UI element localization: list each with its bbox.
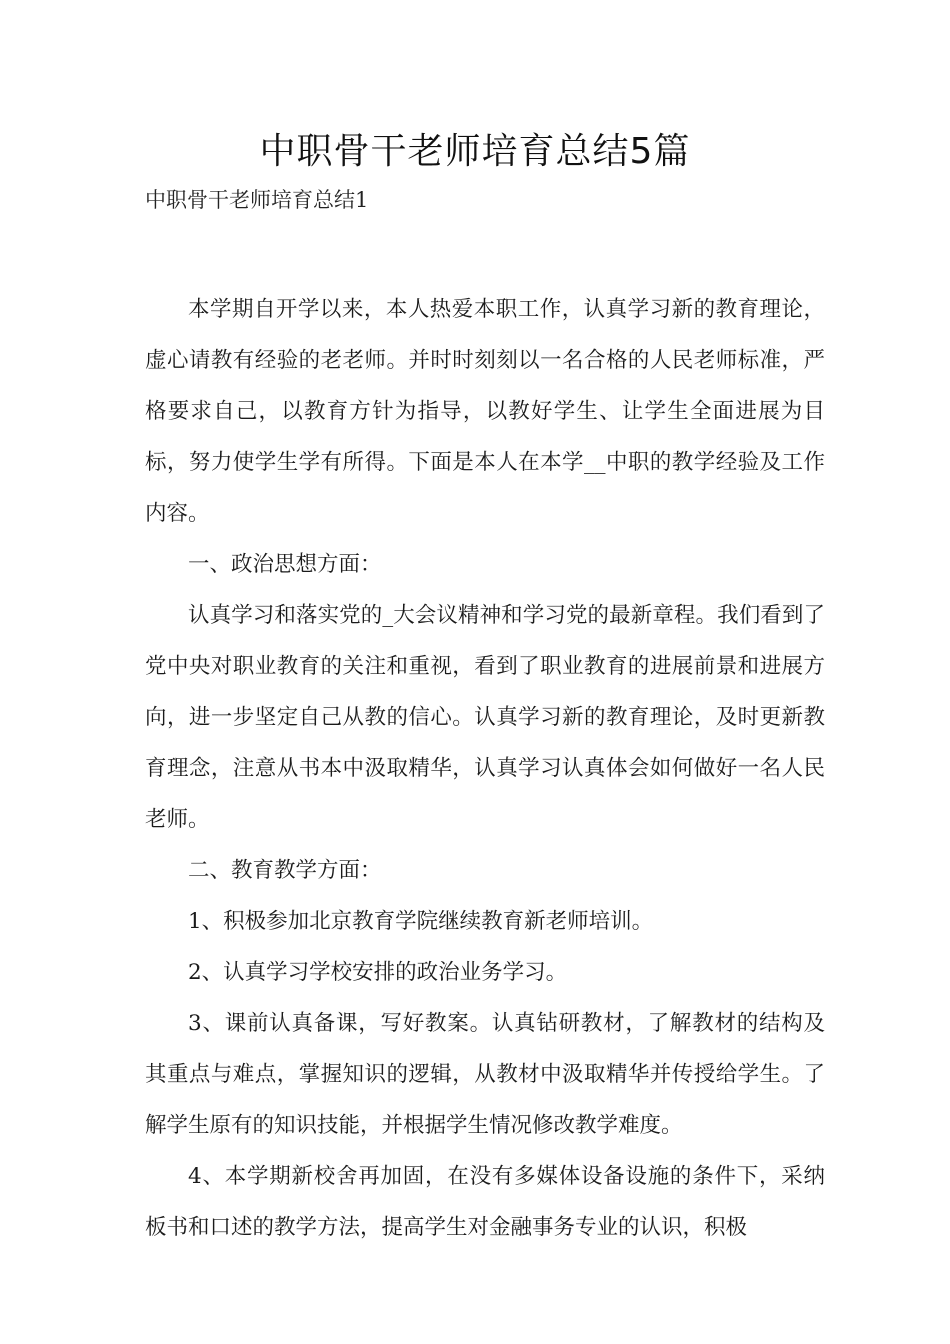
heading-teaching: 二、教育教学方面： xyxy=(188,858,382,883)
heading-politics: 一、政治思想方面： xyxy=(188,552,382,577)
paragraph-item-3: 3、课前认真备课，写好教案。认真钻研教材，了解教材的结构及其重点与难点，掌握知识的逻辑，从教材中汲取精华并传授给学生。了解学生原有的知识技能，并根据学生情况修改教学难度。 xyxy=(145,1011,825,1138)
document-title: 中职骨干老师培育总结5篇 xyxy=(259,131,691,172)
paragraph-intro: 本学期自开学以来，本人热爱本职工作，认真学习新的教育理论，虚心请教有经验的老老师。并时时刻刻以一名合格的人民老师标准，严格要求自己，以教育方针为指导，以教好学生、让学生全面进展为目标，努力使学生学有所得。下面是本人在本学__中职的教学经验及工作内容。 xyxy=(145,297,825,526)
section-subtitle: 中职骨干老师培育总结1 xyxy=(145,188,369,212)
paragraph-item-2: 2、认真学习学校安排的政治业务学习。 xyxy=(188,960,568,985)
paragraph-politics: 认真学习和落实党的_大会议精神和学习党的最新章程。我们看到了党中央对职业教育的关注和重视，看到了职业教育的进展前景和进展方向，进一步坚定自己从教的信心。认真学习新的教育理论，及时更新教育理念，注意从书本中汲取精华，认真学习认真体会如何做好一名人民老师。 xyxy=(145,603,825,832)
paragraph-item-1: 1、积极参加北京教育学院继续教育新老师培训。 xyxy=(188,909,654,934)
document-body xyxy=(145,284,825,1253)
paragraph-item-4: 4、本学期新校舍再加固，在没有多媒体设备设施的条件下，采纳板书和口述的教学方法，提高学生对金融事务专业的认识，积极 xyxy=(145,1164,825,1240)
